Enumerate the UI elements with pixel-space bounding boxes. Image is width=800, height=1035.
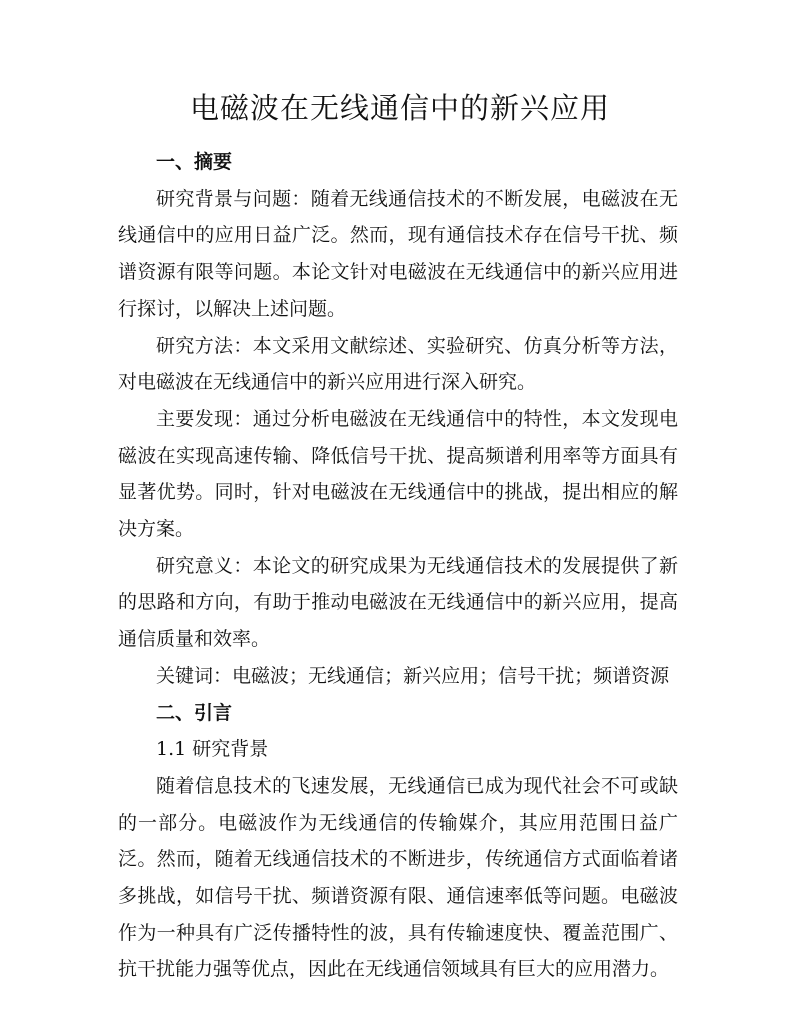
keywords-label: 关键词： xyxy=(156,664,233,687)
keyword-separator: ； xyxy=(479,664,499,687)
abstract-paragraph-significance: 研究意义：本论文的研究成果为无线通信技术的发展提供了新的思路和方向，有助于推动电磁波在无线通信中的新兴应用，提高通信质量和效率。 xyxy=(118,554,678,651)
keyword-separator: ； xyxy=(289,664,309,687)
keywords-line xyxy=(118,658,678,695)
intro-heading: 二、引言 xyxy=(156,701,233,724)
keyword: 电磁波 xyxy=(232,664,290,687)
keyword-separator: ； xyxy=(384,664,404,687)
abstract-paragraph-methods: 研究方法：本文采用文献综述、实验研究、仿真分析等方法，对电磁波在无线通信中的新兴应用进行深入研究。 xyxy=(118,334,678,394)
subsection-heading: 1.1 研究背景 xyxy=(156,738,269,761)
keyword: 频谱资源 xyxy=(593,664,670,687)
document-body xyxy=(118,144,678,988)
keyword: 无线通信 xyxy=(308,664,385,687)
page-title: 电磁波在无线通信中的新兴应用 xyxy=(189,91,610,125)
keyword-separator: ； xyxy=(574,664,594,687)
abstract-heading: 一、摘要 xyxy=(156,151,233,173)
intro-paragraph: 随着信息技术的飞速发展，无线通信已成为现代社会不可或缺的一部分。电磁波作为无线通信的传输媒介，其应用范围日益广泛。然而，随着无线通信技术的不断进步，传统通信方式面临着诸多挑战，如信号干扰、频谱资源有限、通信速率低等问题。电磁波作为一种具有广泛传播特性的波，具有传输速度快、覆盖范围广、抗干扰能力强等优点，因此在无线通信领域具有巨大的应用潜力。 xyxy=(118,774,678,981)
abstract-paragraph-findings: 主要发现：通过分析电磁波在无线通信中的特性，本文发现电磁波在实现高速传输、降低信号干扰、提高频谱利用率等方面具有显著优势。同时，针对电磁波在无线通信中的挑战，提出相应的解决方案。 xyxy=(118,407,678,541)
abstract-paragraph-background: 研究背景与问题：随着无线通信技术的不断发展，电磁波在无线通信中的应用日益广泛。然而，现有通信技术存在信号干扰、频谱资源有限等问题。本论文针对电磁波在无线通信中的新兴应用进行探讨，以解决上述问题。 xyxy=(118,187,678,320)
keyword: 新兴应用 xyxy=(403,664,480,687)
keyword: 信号干扰 xyxy=(498,664,575,687)
